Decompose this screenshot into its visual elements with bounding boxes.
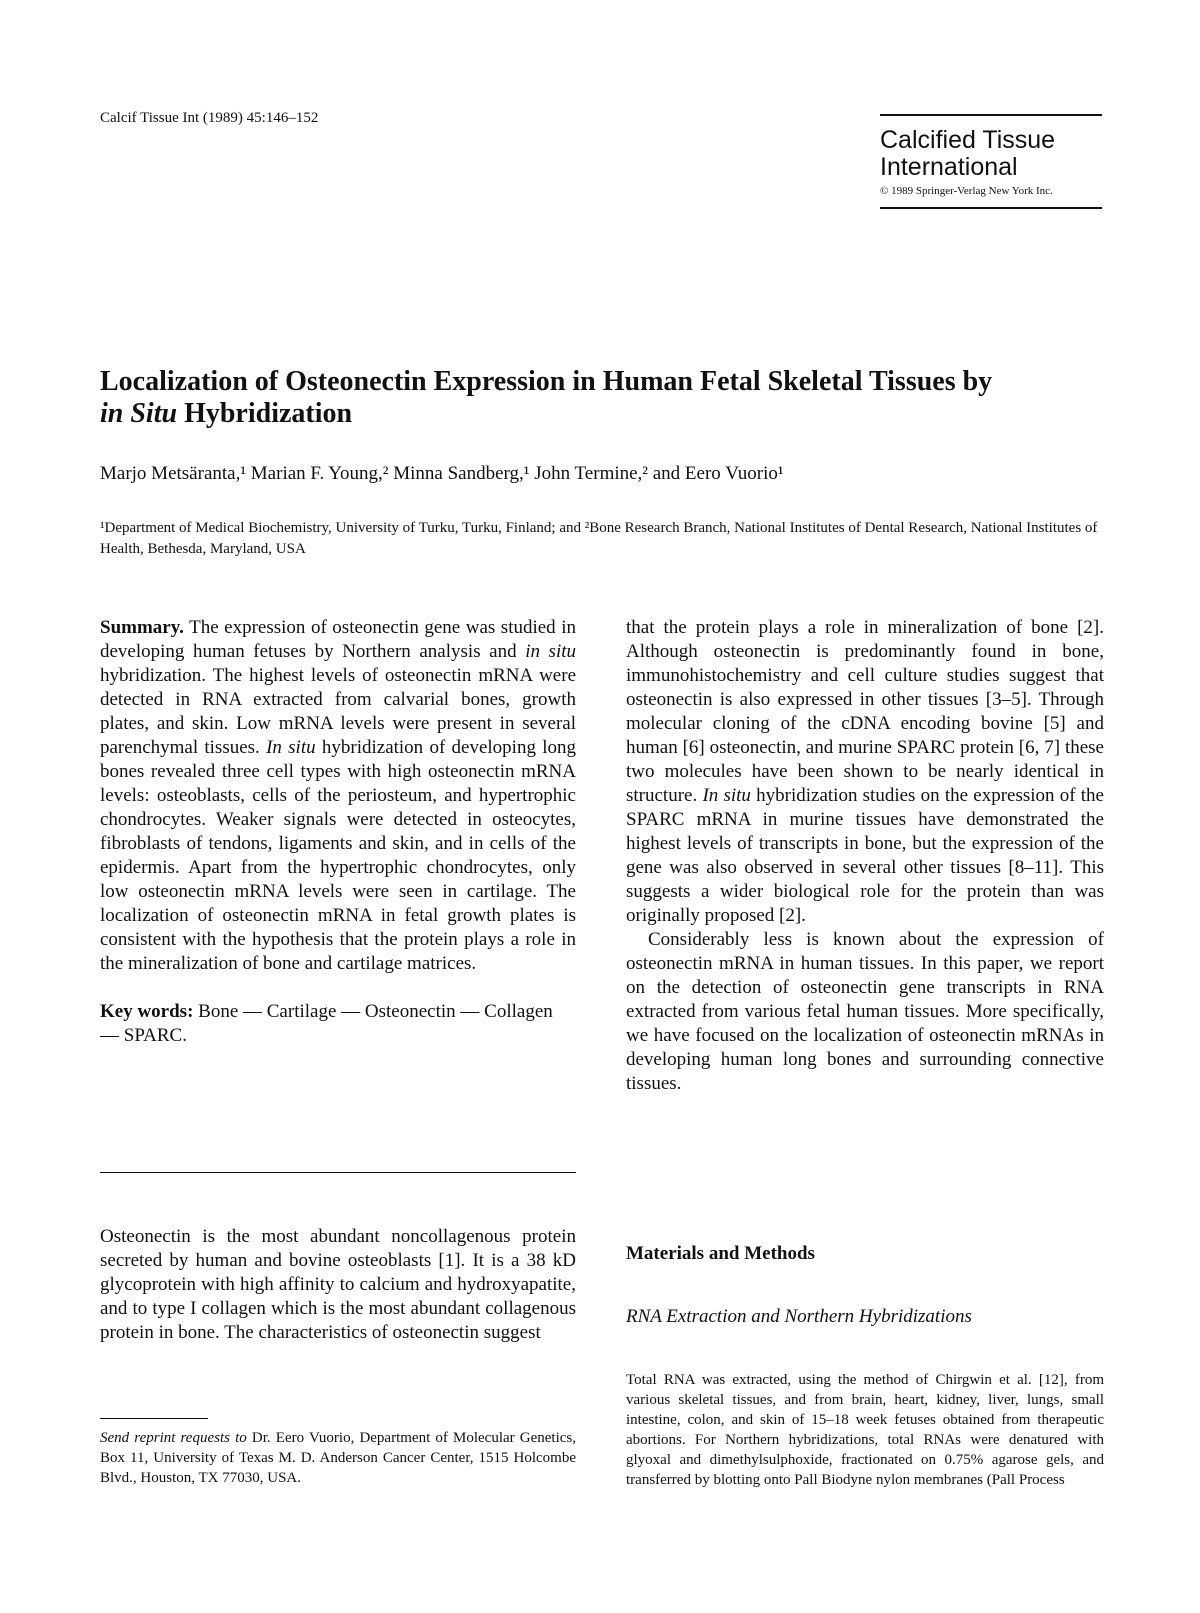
author-list: Marjo Metsäranta,¹ Marian F. Young,² Minna Sandberg,¹ John Termine,² and Eero Vuorio¹ <box>100 463 784 484</box>
keywords-text: Bone — Cartilage — Osteonectin — Collagen — SPARC. <box>100 1001 553 1046</box>
subsection-heading: RNA Extraction and Northern Hybridizations <box>626 1306 972 1327</box>
col2-text-1: that the protein plays a role in mineralization of bone [2]. Although osteonectin is predominantly found in bone, immunohistochemistry and cell culture studies suggest that osteonectin is also expressed in other tissues [3–5]. Through molecular cloning of the cDNA encoding bovine [5] and human [6] osteonectin, and murine SPARC protein [6, 7] these two molecules have been shown to be nearly identical in structure. <box>626 617 1104 806</box>
abstract-divider <box>100 1172 576 1173</box>
summary-italic-1: in situ <box>525 641 576 662</box>
summary-paragraph <box>100 616 576 976</box>
journal-citation: Calcif Tissue Int (1989) 45:146–152 <box>100 110 319 126</box>
col2-italic-1: In situ <box>702 785 751 806</box>
summary-text-2: hybridization. The highest levels of osteonectin mRNA were detected in RNA extracted from calvarial bones, growth plates, and skin. Low mRNA levels were present in several parenchymal tissues. <box>100 665 576 758</box>
journal-name-line1: Calcified Tissue <box>880 126 1056 154</box>
summary-text-1: The expression of osteonectin gene was studied in developing human fetuses by Northern analysis and <box>100 617 576 662</box>
summary-italic-2: In situ <box>266 737 316 758</box>
title-italic: in Situ <box>100 398 178 429</box>
affiliations: ¹Department of Medical Biochemistry, University of Turku, Turku, Finland; and ²Bone Research Branch, National Institutes of Dental Research, National Institutes of Health, Bethesda, Maryland, USA <box>100 520 1098 557</box>
footnote-text: Dr. Eero Vuorio, Department of Molecular Genetics, Box 11, University of Texas M. D. Anderson Cancer Center, 1515 Holcombe Blvd., Houston, TX 77030, USA. <box>100 1430 577 1486</box>
reprint-footnote <box>100 1428 576 1488</box>
footnote-rule <box>100 1418 208 1419</box>
col2-text-2: hybridization studies on the expression of the SPARC mRNA in murine tissues have demonstrated the highest levels of transcripts in bone, but the expression of the gene was also observed in several other tissues [8–11]. This suggests a wider biological role for the protein than was originally proposed [2]. <box>626 785 1104 926</box>
col2-paragraph-1 <box>626 616 1104 928</box>
summary-label: Summary. <box>100 617 184 638</box>
title-part3: Hybridization <box>177 398 353 429</box>
journal-name-line2: International <box>880 153 1018 181</box>
intro-paragraph: Osteonectin is the most abundant noncollagenous protein secreted by human and bovine osteoblasts [1]. It is a 38 kD glycoprotein with high affinity to calcium and hydroxyapatite, and to type I collagen which is the most abundant collagenous protein in bone. The characteristics of osteonectin suggest <box>100 1226 576 1343</box>
keywords-paragraph <box>100 1000 576 1048</box>
right-column <box>626 616 1104 1096</box>
footnote-label: Send reprint requests to <box>100 1430 247 1446</box>
title-part1: Localization of Osteonectin Expression in Human Fetal Skeletal Tissues by <box>100 366 993 397</box>
keywords-label: Key words: <box>100 1001 194 1022</box>
summary-text-3: hybridization of developing long bones revealed three cell types with high osteonectin mRNA levels: osteoblasts, cells of the periosteum, and hypertrophic chondrocytes. Weaker signals were detected in osteocytes, fibroblasts of tendons, ligaments and skin, and in cells of the epidermis. Apart from the hypertrophic chondrocytes, only low osteonectin mRNA levels were seen in cartilage. The localization of osteonectin mRNA in fetal growth plates is consistent with the hypothesis that the protein plays a role in the mineralization of bone and cartilage matrices. <box>100 737 576 974</box>
journal-masthead <box>880 114 1102 209</box>
section-heading: Materials and Methods <box>626 1243 815 1264</box>
copyright: © 1989 Springer-Verlag New York Inc. <box>880 185 1053 197</box>
col2-paragraph-2: Considerably less is known about the expression of osteonectin mRNA in human tissues. In this paper, we report on the detection of osteonectin gene transcripts in RNA extracted from various fetal human tissues. More specifically, we have focused on the localization of osteonectin mRNAs in developing human long bones and surrounding connective tissues. <box>626 929 1104 1094</box>
article-title <box>100 366 1110 430</box>
methods-paragraph: Total RNA was extracted, using the method of Chirgwin et al. [12], from various skeletal tissues, and from brain, heart, kidney, liver, lungs, small intestine, colon, and skin of 15–18 week fetuses obtained from therapeutic abortions. For Northern hybridizations, total RNAs were denatured with glyoxal and dimethylsulphoxide, fractionated on 0.75% agarose gels, and transferred by blotting onto Pall Biodyne nylon membranes (Pall Process <box>626 1372 1104 1488</box>
left-column <box>100 616 576 1048</box>
